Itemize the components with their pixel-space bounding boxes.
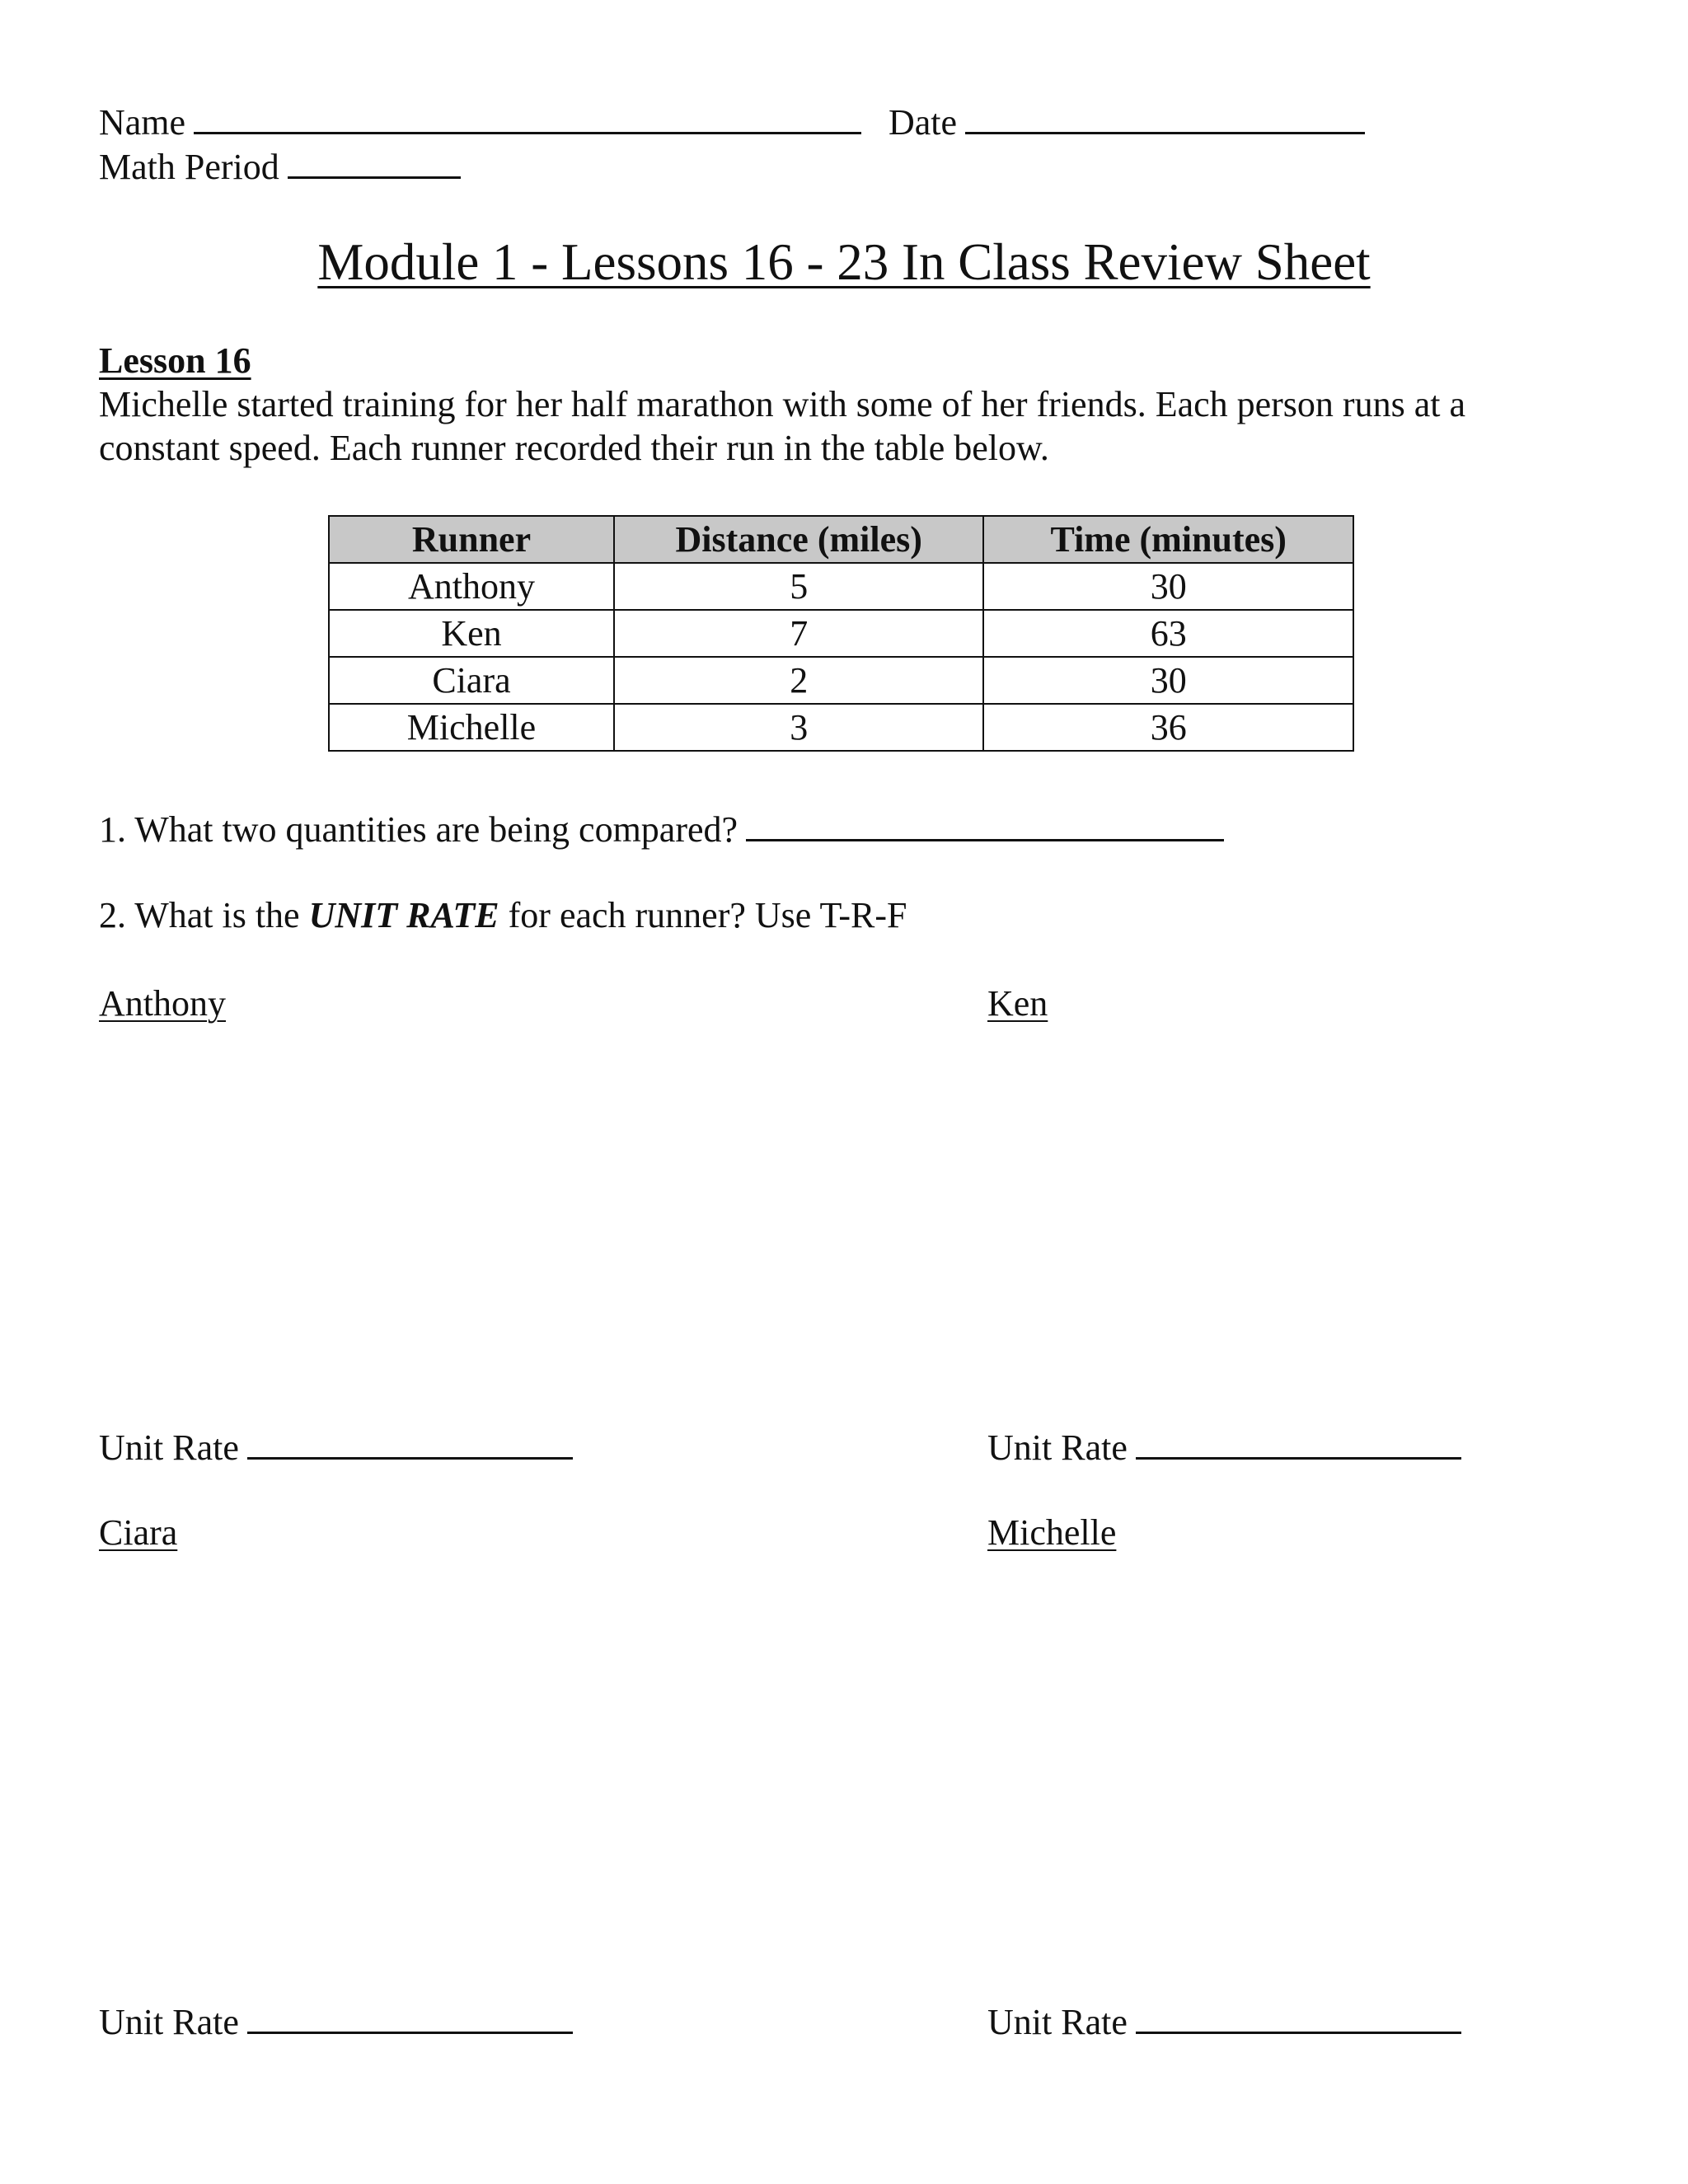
unit-rate-anthony: [99, 1424, 573, 1469]
question-2-emphasis: UNIT RATE: [308, 895, 499, 935]
header-time: Time (minutes): [983, 516, 1353, 563]
runner-label-ciara: Ciara: [99, 1512, 178, 1553]
period-label: Math Period: [99, 147, 279, 187]
runner-label-anthony: Anthony: [99, 983, 226, 1024]
runner-label-michelle: Michelle: [987, 1512, 1117, 1553]
cell-distance: 5: [614, 563, 983, 610]
question-1-text: 1. What two quantities are being compared?: [99, 809, 738, 850]
unit-rate-label: Unit Rate: [99, 1427, 239, 1468]
table-row: [329, 657, 1353, 704]
unit-rate-ken: [987, 1424, 1461, 1469]
cell-distance: 7: [614, 610, 983, 657]
cell-time: 36: [983, 704, 1353, 751]
unit-rate-anthony-field[interactable]: [247, 1424, 573, 1460]
lesson-intro-line-1: Michelle started training for her half marathon with some of her friends. Each person runs at a: [99, 384, 1465, 424]
unit-rate-ciara: [99, 1999, 573, 2044]
cell-distance: 3: [614, 704, 983, 751]
unit-rate-label: Unit Rate: [99, 2002, 239, 2042]
question-1-answer-field[interactable]: [746, 806, 1224, 841]
question-2-post: for each runner? Use T-R-F: [508, 895, 907, 935]
lesson-heading: Lesson 16: [99, 340, 251, 381]
cell-time: 30: [983, 563, 1353, 610]
name-label: Name: [99, 102, 186, 143]
cell-distance: 2: [614, 657, 983, 704]
question-2: [99, 894, 907, 937]
cell-runner: Michelle: [329, 704, 614, 751]
date-line: [889, 99, 1365, 144]
runner-label-ken: Ken: [987, 983, 1048, 1024]
name-field[interactable]: [194, 99, 861, 134]
table-row: [329, 704, 1353, 751]
cell-runner: Anthony: [329, 563, 614, 610]
question-2-pre: 2. What is the: [99, 895, 300, 935]
unit-rate-ciara-field[interactable]: [247, 1999, 573, 2034]
date-field[interactable]: [965, 99, 1365, 134]
cell-runner: Ciara: [329, 657, 614, 704]
lesson-intro-line-2: constant speed. Each runner recorded their run in the table below.: [99, 428, 1049, 468]
header-distance: Distance (miles): [614, 516, 983, 563]
name-line: [99, 99, 861, 144]
unit-rate-label: Unit Rate: [987, 2002, 1128, 2042]
runner-table: [328, 515, 1354, 752]
unit-rate-label: Unit Rate: [987, 1427, 1128, 1468]
table-header-row: [329, 516, 1353, 563]
table-row: [329, 610, 1353, 657]
cell-time: 63: [983, 610, 1353, 657]
page-title: Module 1 - Lessons 16 - 23 In Class Review Sheet: [317, 233, 1371, 291]
table-row: [329, 563, 1353, 610]
cell-time: 30: [983, 657, 1353, 704]
period-line: [99, 143, 461, 189]
question-1: [99, 806, 1224, 851]
unit-rate-michelle-field[interactable]: [1136, 1999, 1461, 2034]
unit-rate-ken-field[interactable]: [1136, 1424, 1461, 1460]
cell-runner: Ken: [329, 610, 614, 657]
header-runner: Runner: [329, 516, 614, 563]
period-field[interactable]: [288, 143, 461, 179]
date-label: Date: [889, 102, 958, 143]
unit-rate-michelle: [987, 1999, 1461, 2044]
